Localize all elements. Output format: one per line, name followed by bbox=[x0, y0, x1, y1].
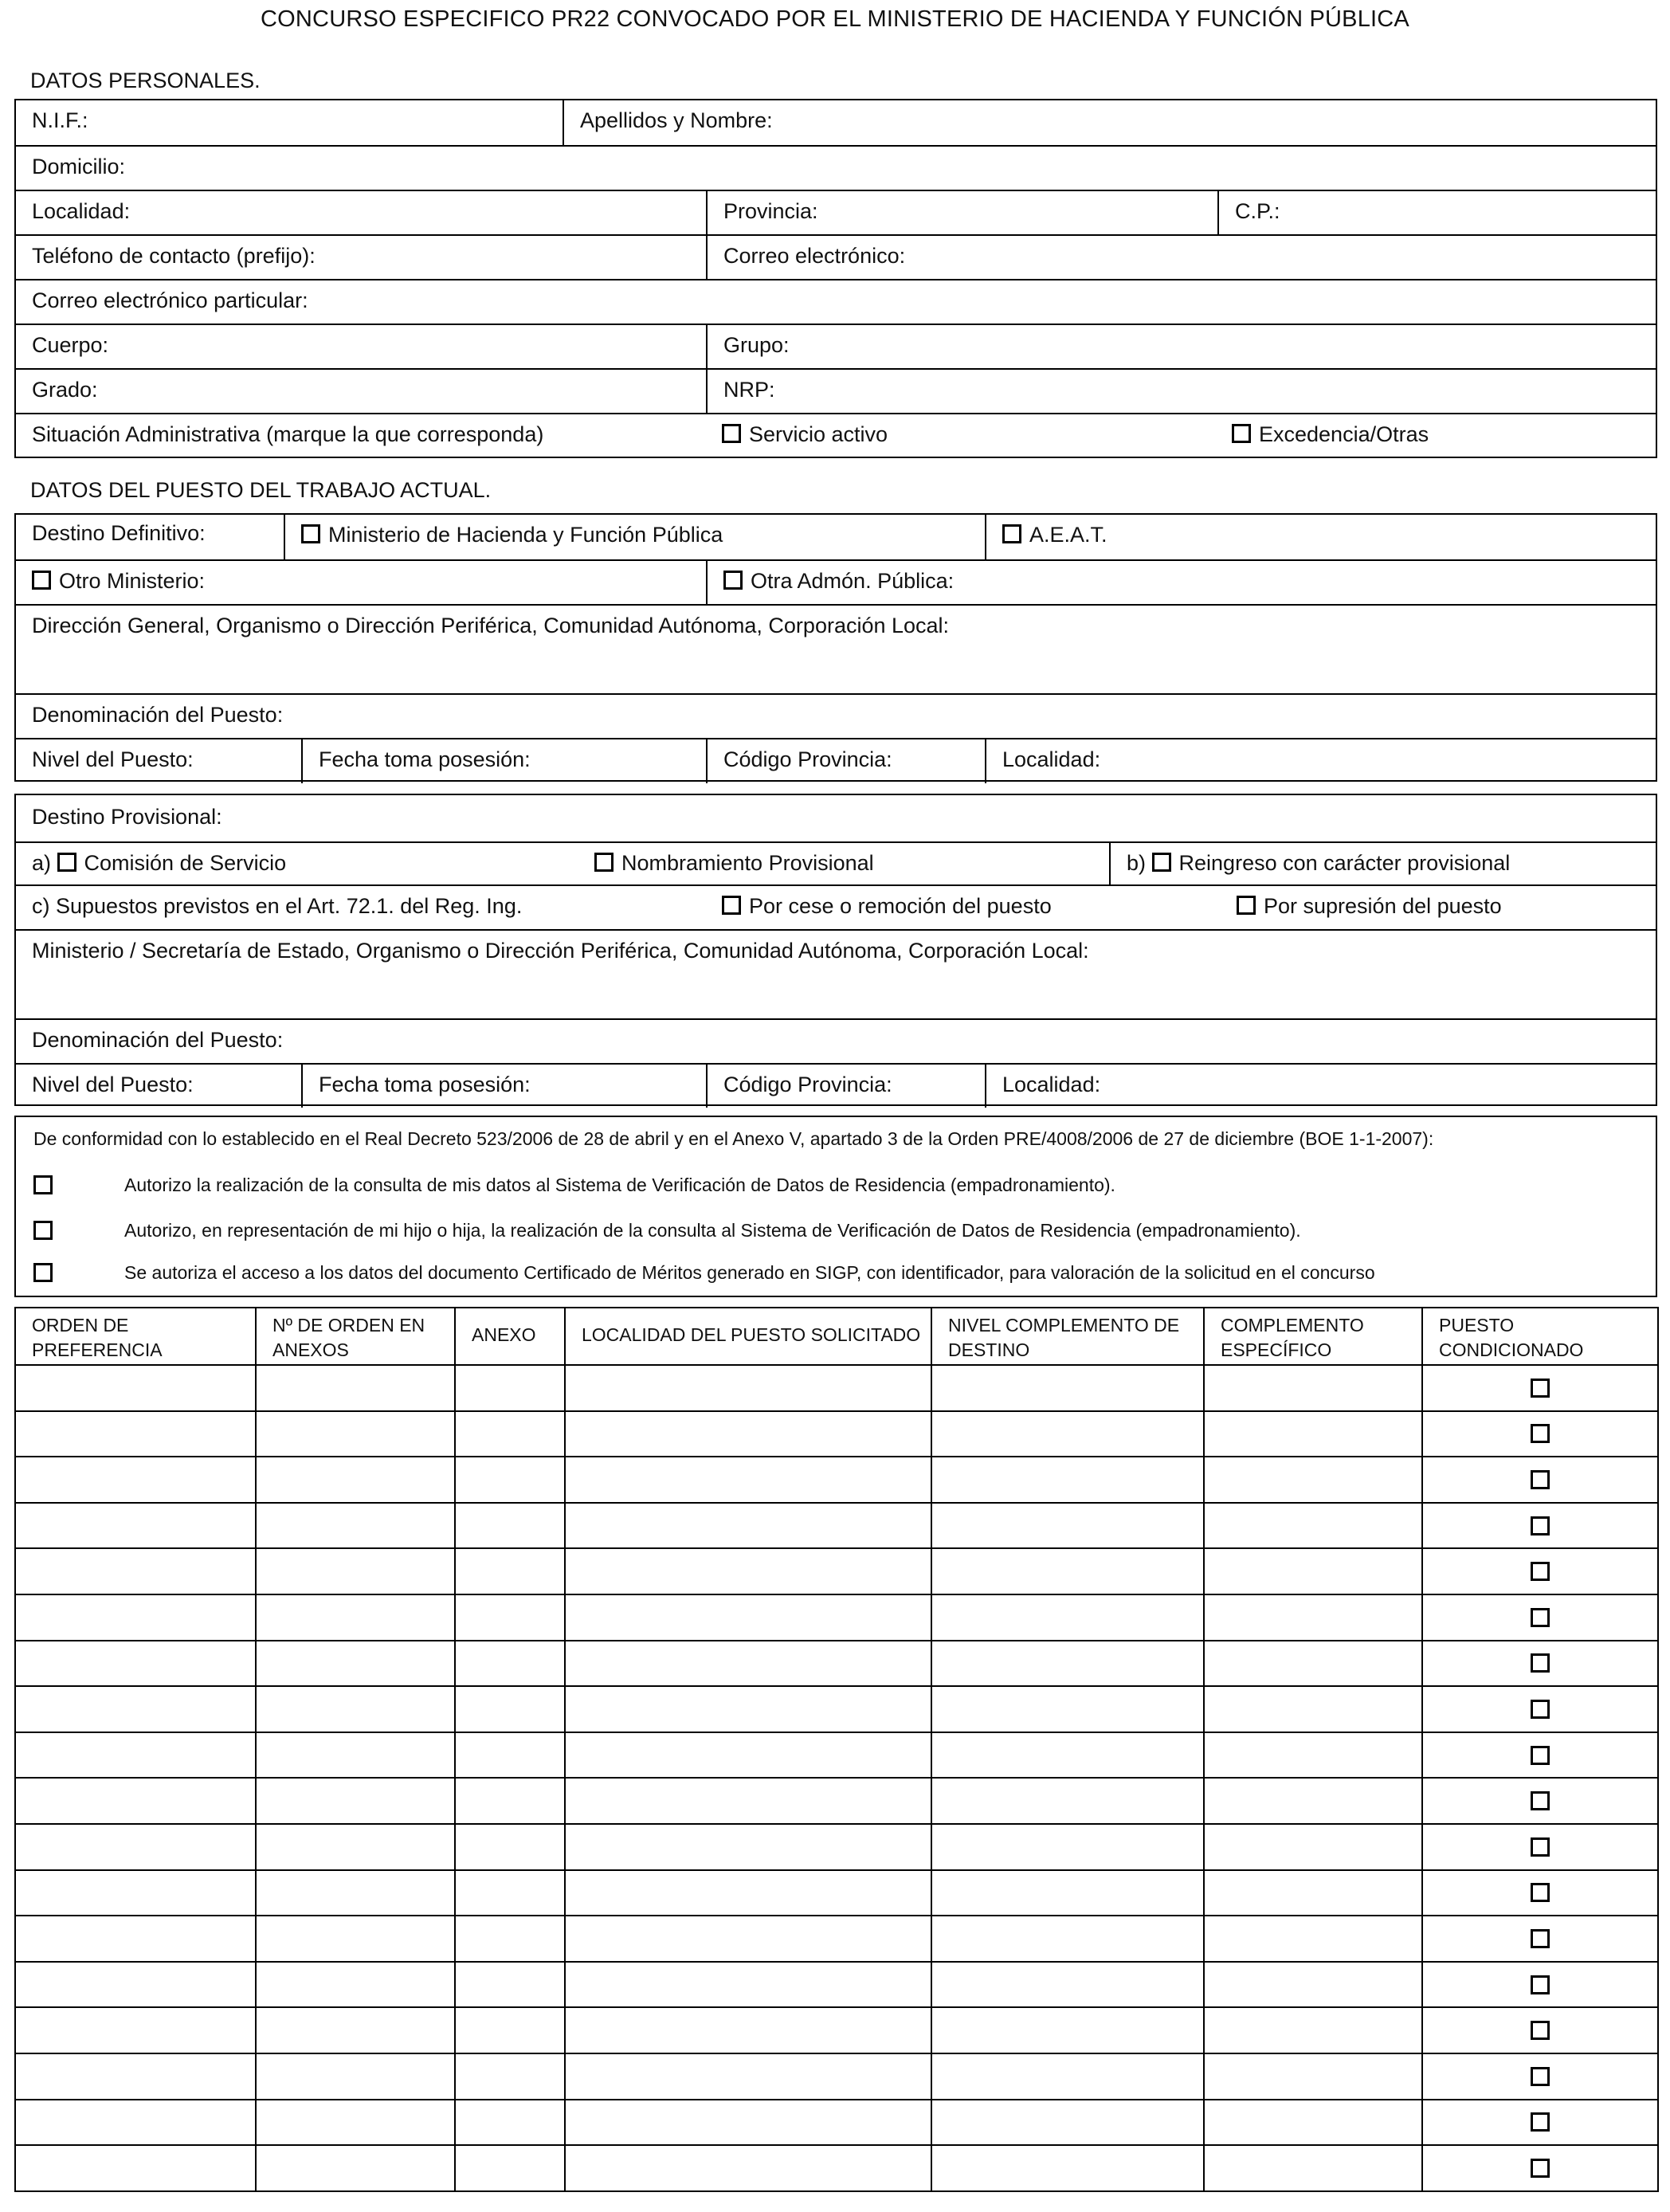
otra-admon-checkbox[interactable] bbox=[723, 571, 743, 590]
orden-cell[interactable] bbox=[15, 1962, 256, 2008]
grado-field[interactable] bbox=[16, 370, 706, 414]
ministerio-hacienda-label: Ministerio de Hacienda y Función Pública bbox=[328, 523, 723, 547]
aeat-option[interactable] bbox=[985, 515, 1656, 559]
localidad-field[interactable] bbox=[16, 191, 706, 236]
condicionado-checkbox[interactable] bbox=[1531, 1470, 1550, 1489]
condicionado-cell bbox=[1422, 1962, 1658, 2008]
n-orden-cell[interactable] bbox=[256, 2007, 455, 2053]
anexo-cell[interactable] bbox=[455, 1916, 565, 1962]
condicionado-checkbox[interactable] bbox=[1531, 2112, 1550, 2132]
n-orden-cell[interactable] bbox=[256, 1824, 455, 1870]
nrp-label: NRP: bbox=[723, 378, 775, 402]
complemento-cell[interactable] bbox=[1204, 1870, 1422, 1916]
denominacion-label: Denominación del Puesto: bbox=[32, 703, 284, 727]
otro-ministerio-checkbox[interactable] bbox=[32, 571, 51, 590]
anexo-cell[interactable] bbox=[455, 1365, 565, 1411]
complemento-cell[interactable] bbox=[1204, 1594, 1422, 1641]
complemento-cell[interactable] bbox=[1204, 2007, 1422, 2053]
table-row bbox=[15, 1778, 1658, 1824]
n-orden-cell[interactable] bbox=[256, 1594, 455, 1641]
header-nivel: NIVEL COMPLEMENTO DE DESTINO bbox=[931, 1308, 1204, 1365]
table-row bbox=[15, 1548, 1658, 1594]
denominacion-field[interactable] bbox=[16, 695, 1656, 739]
n-orden-cell[interactable] bbox=[256, 1870, 455, 1916]
n-orden-cell[interactable] bbox=[256, 1686, 455, 1732]
servicio-activo-label: Servicio activo bbox=[749, 422, 888, 446]
condicionado-cell bbox=[1422, 2007, 1658, 2053]
anexo-cell[interactable] bbox=[455, 1824, 565, 1870]
aeat-label: A.E.A.T. bbox=[1029, 523, 1107, 547]
correo-particular-label: Correo electrónico particular: bbox=[32, 288, 308, 312]
apellidos-label: Apellidos y Nombre: bbox=[580, 108, 773, 132]
condicionado-checkbox[interactable] bbox=[1531, 1975, 1550, 1994]
nif-label: N.I.F.: bbox=[32, 108, 88, 132]
destino-definitivo-label: Destino Definitivo: bbox=[32, 521, 206, 545]
table-row bbox=[15, 1641, 1658, 1687]
provincia-field[interactable] bbox=[706, 191, 1217, 236]
condicionado-cell bbox=[1422, 1365, 1658, 1411]
localidad-cell[interactable] bbox=[565, 1732, 931, 1779]
nivel-cell[interactable] bbox=[931, 1457, 1204, 1503]
por-cese-checkbox[interactable] bbox=[722, 896, 741, 915]
grupo-label: Grupo: bbox=[723, 333, 790, 357]
situacion-label: Situación Administrativa (marque la que corresponda) bbox=[32, 422, 544, 446]
condicionado-checkbox[interactable] bbox=[1531, 1653, 1550, 1673]
nivel-provisional-field[interactable] bbox=[16, 1065, 301, 1108]
condicionado-cell bbox=[1422, 1548, 1658, 1594]
complemento-cell[interactable] bbox=[1204, 1916, 1422, 1962]
servicio-activo-checkbox[interactable] bbox=[722, 424, 741, 443]
destino-provisional-label: Destino Provisional: bbox=[32, 805, 222, 829]
current-job-box bbox=[14, 513, 1657, 782]
condicionado-checkbox[interactable] bbox=[1531, 2021, 1550, 2040]
condicionado-checkbox[interactable] bbox=[1531, 2159, 1550, 2178]
otro-ministerio-label: Otro Ministerio: bbox=[59, 569, 206, 593]
condicionado-cell bbox=[1422, 1824, 1658, 1870]
cuerpo-label: Cuerpo: bbox=[32, 333, 109, 357]
header-condicionado: PUESTO CONDICIONADO bbox=[1422, 1308, 1658, 1365]
apellidos-field[interactable] bbox=[563, 100, 1656, 145]
anexo-cell[interactable] bbox=[455, 2100, 565, 2146]
localidad-cell[interactable] bbox=[565, 1778, 931, 1824]
table-row bbox=[15, 2145, 1658, 2191]
condicionado-checkbox[interactable] bbox=[1531, 1883, 1550, 1902]
localidad-provisional-field[interactable] bbox=[985, 1065, 1656, 1108]
reingreso-checkbox[interactable] bbox=[1152, 853, 1171, 872]
localidad-cell[interactable] bbox=[565, 1503, 931, 1549]
n-orden-cell[interactable] bbox=[256, 2053, 455, 2100]
table-row bbox=[15, 1411, 1658, 1457]
localidad-cell[interactable] bbox=[565, 1457, 931, 1503]
current-job-heading: DATOS DEL PUESTO DEL TRABAJO ACTUAL. bbox=[30, 478, 492, 502]
preferences-header-row bbox=[15, 1308, 1658, 1365]
anexo-cell[interactable] bbox=[455, 1732, 565, 1779]
comision-label: Comisión de Servicio bbox=[84, 851, 287, 875]
table-row bbox=[15, 1962, 1658, 2008]
complemento-cell[interactable] bbox=[1204, 1778, 1422, 1824]
orden-cell[interactable] bbox=[15, 1503, 256, 1549]
grupo-field[interactable] bbox=[706, 325, 1656, 370]
personal-data-box bbox=[14, 99, 1657, 458]
localidad-cell[interactable] bbox=[565, 2053, 931, 2100]
ministerio-secretaria-label: Ministerio / Secretaría de Estado, Organismo o Dirección Periférica, Comunidad Autónoma, Corporación Local: bbox=[32, 939, 1089, 963]
condicionado-cell bbox=[1422, 1411, 1658, 1457]
comision-option[interactable] bbox=[16, 843, 578, 886]
nombramiento-label: Nombramiento Provisional bbox=[621, 851, 874, 875]
cp-field[interactable] bbox=[1217, 191, 1656, 236]
header-anexo: ANEXO bbox=[455, 1308, 565, 1365]
condicionado-checkbox[interactable] bbox=[1531, 1791, 1550, 1810]
complemento-cell[interactable] bbox=[1204, 1411, 1422, 1457]
localidad-cell[interactable] bbox=[565, 2145, 931, 2191]
por-cese-label: Por cese o remoción del puesto bbox=[749, 894, 1052, 918]
excedencia-label: Excedencia/Otras bbox=[1259, 422, 1429, 446]
excedencia-checkbox[interactable] bbox=[1232, 424, 1251, 443]
orden-cell[interactable] bbox=[15, 2145, 256, 2191]
telefono-field[interactable] bbox=[16, 236, 706, 280]
localidad-cell[interactable] bbox=[565, 1962, 931, 2008]
correo-label: Correo electrónico: bbox=[723, 244, 906, 268]
header-orden: ORDEN DE PREFERENCIA bbox=[15, 1308, 256, 1365]
localidad-cell[interactable] bbox=[565, 1641, 931, 1687]
condicionado-checkbox[interactable] bbox=[1531, 1562, 1550, 1581]
nivel-cell[interactable] bbox=[931, 1594, 1204, 1641]
localidad-cell[interactable] bbox=[565, 1824, 931, 1870]
complemento-cell[interactable] bbox=[1204, 1548, 1422, 1594]
nivel-cell[interactable] bbox=[931, 2053, 1204, 2100]
orden-cell[interactable] bbox=[15, 1686, 256, 1732]
nivel-cell[interactable] bbox=[931, 1778, 1204, 1824]
nivel-cell[interactable] bbox=[931, 1548, 1204, 1594]
localidad-cell[interactable] bbox=[565, 2007, 931, 2053]
consent-text-3: Se autoriza el acceso a los datos del documento Certificado de Méritos generado en SIGP, con identificador, para valoración de la solicitud en el concurso bbox=[124, 1262, 1375, 1283]
nivel-cell[interactable] bbox=[931, 2100, 1204, 2146]
anexo-cell[interactable] bbox=[455, 1503, 565, 1549]
table-row bbox=[15, 1870, 1658, 1916]
codigo-provincia-label: Código Provincia: bbox=[723, 747, 892, 771]
orden-cell[interactable] bbox=[15, 1457, 256, 1503]
n-orden-cell[interactable] bbox=[256, 1916, 455, 1962]
orden-cell[interactable] bbox=[15, 2007, 256, 2053]
correo-field[interactable] bbox=[706, 236, 1656, 280]
domicilio-field[interactable] bbox=[16, 147, 1656, 191]
ministerio-secretaria-field[interactable] bbox=[16, 931, 1656, 1020]
complemento-cell[interactable] bbox=[1204, 1732, 1422, 1779]
localidad-actual-field[interactable] bbox=[985, 739, 1656, 783]
table-row bbox=[15, 1824, 1658, 1870]
complemento-cell[interactable] bbox=[1204, 1365, 1422, 1411]
localidad-cell[interactable] bbox=[565, 2100, 931, 2146]
orden-cell[interactable] bbox=[15, 1641, 256, 1687]
localidad-cell[interactable] bbox=[565, 1548, 931, 1594]
b-prefix: b) bbox=[1127, 851, 1147, 875]
complemento-cell[interactable] bbox=[1204, 1503, 1422, 1549]
condicionado-cell bbox=[1422, 2145, 1658, 2191]
orden-cell[interactable] bbox=[15, 1916, 256, 1962]
localidad-cell[interactable] bbox=[565, 1594, 931, 1641]
orden-cell[interactable] bbox=[15, 1824, 256, 1870]
consent-checkbox-2[interactable] bbox=[33, 1221, 53, 1240]
localidad-actual-label: Localidad: bbox=[1002, 747, 1101, 771]
anexo-cell[interactable] bbox=[455, 2145, 565, 2191]
orden-cell[interactable] bbox=[15, 1411, 256, 1457]
condicionado-cell bbox=[1422, 1641, 1658, 1687]
reingreso-option[interactable] bbox=[1109, 843, 1656, 886]
n-orden-cell[interactable] bbox=[256, 1503, 455, 1549]
provincia-label: Provincia: bbox=[723, 199, 818, 223]
otra-admon-option[interactable] bbox=[706, 561, 1656, 606]
por-cese-option[interactable] bbox=[706, 886, 1221, 931]
orden-cell[interactable] bbox=[15, 1548, 256, 1594]
direccion-general-field[interactable] bbox=[16, 606, 1656, 695]
condicionado-checkbox[interactable] bbox=[1531, 2067, 1550, 2086]
complemento-cell[interactable] bbox=[1204, 1824, 1422, 1870]
domicilio-label: Domicilio: bbox=[32, 155, 126, 178]
anexo-cell[interactable] bbox=[455, 1778, 565, 1824]
nivel-cell[interactable] bbox=[931, 2145, 1204, 2191]
reingreso-label: Reingreso con carácter provisional bbox=[1178, 851, 1511, 875]
table-row bbox=[15, 1503, 1658, 1549]
form-title: CONCURSO ESPECIFICO PR22 CONVOCADO POR EL MINISTERIO DE HACIENDA Y FUNCIÓN PÚBLICA bbox=[261, 6, 1409, 32]
nombramiento-option[interactable] bbox=[578, 843, 1123, 886]
orden-cell[interactable] bbox=[15, 1870, 256, 1916]
anexo-cell[interactable] bbox=[455, 2007, 565, 2053]
condicionado-cell bbox=[1422, 1457, 1658, 1503]
anexo-cell[interactable] bbox=[455, 1962, 565, 2008]
n-orden-cell[interactable] bbox=[256, 1778, 455, 1824]
fecha-provisional-label: Fecha toma posesión: bbox=[319, 1073, 531, 1096]
nivel-cell[interactable] bbox=[931, 1686, 1204, 1732]
anexo-cell[interactable] bbox=[455, 1548, 565, 1594]
fecha-field[interactable] bbox=[301, 739, 706, 783]
nivel-cell[interactable] bbox=[931, 1916, 1204, 1962]
nivel-cell[interactable] bbox=[931, 2007, 1204, 2053]
anexo-cell[interactable] bbox=[455, 1686, 565, 1732]
condicionado-cell bbox=[1422, 1732, 1658, 1779]
anexo-cell[interactable] bbox=[455, 1641, 565, 1687]
anexo-cell[interactable] bbox=[455, 1411, 565, 1457]
nivel-cell[interactable] bbox=[931, 1411, 1204, 1457]
localidad-label: Localidad: bbox=[32, 199, 131, 223]
nif-field[interactable] bbox=[16, 100, 563, 145]
consent-text-1: Autorizo la realización de la consulta de mis datos al Sistema de Verificación de Datos de Residencia (empadronamiento). bbox=[124, 1175, 1115, 1195]
anexo-cell[interactable] bbox=[455, 1594, 565, 1641]
condicionado-checkbox[interactable] bbox=[1531, 1516, 1550, 1535]
otra-admon-label: Otra Admón. Pública: bbox=[751, 569, 955, 593]
provisional-box bbox=[14, 794, 1657, 1106]
table-row bbox=[15, 1916, 1658, 1962]
condicionado-cell bbox=[1422, 1870, 1658, 1916]
condicionado-cell bbox=[1422, 1503, 1658, 1549]
condicionado-checkbox[interactable] bbox=[1531, 1700, 1550, 1719]
complemento-cell[interactable] bbox=[1204, 1641, 1422, 1687]
ministerio-hacienda-option[interactable] bbox=[284, 515, 985, 559]
consent-box bbox=[14, 1116, 1657, 1297]
nivel-cell[interactable] bbox=[931, 1824, 1204, 1870]
grado-label: Grado: bbox=[32, 378, 98, 402]
condicionado-checkbox[interactable] bbox=[1531, 1746, 1550, 1765]
telefono-label: Teléfono de contacto (prefijo): bbox=[32, 244, 316, 268]
n-orden-cell[interactable] bbox=[256, 2145, 455, 2191]
n-orden-cell[interactable] bbox=[256, 1457, 455, 1503]
n-orden-cell[interactable] bbox=[256, 2100, 455, 2146]
nivel-label: Nivel del Puesto: bbox=[32, 747, 194, 771]
condicionado-cell bbox=[1422, 2053, 1658, 2100]
condicionado-checkbox[interactable] bbox=[1531, 1608, 1550, 1627]
n-orden-cell[interactable] bbox=[256, 1548, 455, 1594]
nivel-cell[interactable] bbox=[931, 1365, 1204, 1411]
n-orden-cell[interactable] bbox=[256, 1411, 455, 1457]
otro-ministerio-option[interactable] bbox=[16, 561, 706, 606]
consent-checkbox-1[interactable] bbox=[33, 1175, 53, 1194]
consent-intro: De conformidad con lo establecido en el Real Decreto 523/2006 de 28 de abril y en el Anexo V, apartado 3 de la Orden PRE/4008/2006 de 27 de diciembre (BOE 1-1-2007): bbox=[33, 1128, 1434, 1149]
nivel-cell[interactable] bbox=[931, 1732, 1204, 1779]
denominacion-provisional-field[interactable] bbox=[16, 1020, 1656, 1065]
codigo-provincia-provisional-label: Código Provincia: bbox=[723, 1073, 892, 1096]
ministerio-hacienda-checkbox[interactable] bbox=[301, 524, 320, 543]
table-row bbox=[15, 2100, 1658, 2146]
fecha-label: Fecha toma posesión: bbox=[319, 747, 531, 771]
orden-cell[interactable] bbox=[15, 1365, 256, 1411]
table-row bbox=[15, 2053, 1658, 2100]
codigo-provincia-provisional-field[interactable] bbox=[706, 1065, 985, 1108]
n-orden-cell[interactable] bbox=[256, 1365, 455, 1411]
supuestos-label: c) Supuestos previstos en el Art. 72.1. del Reg. Ing. bbox=[32, 894, 523, 918]
table-row bbox=[15, 1594, 1658, 1641]
denominacion-provisional-label: Denominación del Puesto: bbox=[32, 1028, 284, 1052]
a-prefix: a) bbox=[32, 851, 52, 875]
header-complemento: COMPLEMENTO ESPECÍFICO bbox=[1204, 1308, 1422, 1365]
cp-label: C.P.: bbox=[1235, 199, 1280, 223]
table-row bbox=[15, 1732, 1658, 1779]
n-orden-cell[interactable] bbox=[256, 1641, 455, 1687]
header-localidad: LOCALIDAD DEL PUESTO SOLICITADO bbox=[565, 1308, 931, 1365]
direccion-general-label: Dirección General, Organismo o Dirección Periférica, Comunidad Autónoma, Corporación Local: bbox=[32, 614, 950, 637]
nivel-cell[interactable] bbox=[931, 1962, 1204, 2008]
localidad-cell[interactable] bbox=[565, 1916, 931, 1962]
orden-cell[interactable] bbox=[15, 2100, 256, 2146]
localidad-cell[interactable] bbox=[565, 1411, 931, 1457]
codigo-provincia-field[interactable] bbox=[706, 739, 985, 783]
localidad-cell[interactable] bbox=[565, 1365, 931, 1411]
correo-particular-field[interactable] bbox=[16, 280, 1656, 325]
condicionado-checkbox[interactable] bbox=[1531, 1379, 1550, 1398]
condicionado-cell bbox=[1422, 1686, 1658, 1732]
nombramiento-checkbox[interactable] bbox=[594, 853, 614, 872]
orden-cell[interactable] bbox=[15, 1732, 256, 1779]
n-orden-cell[interactable] bbox=[256, 1962, 455, 2008]
nivel-field[interactable] bbox=[16, 739, 301, 783]
complemento-cell[interactable] bbox=[1204, 2053, 1422, 2100]
anexo-cell[interactable] bbox=[455, 1457, 565, 1503]
nivel-cell[interactable] bbox=[931, 1870, 1204, 1916]
localidad-cell[interactable] bbox=[565, 1870, 931, 1916]
preferences-table bbox=[14, 1307, 1659, 2192]
nivel-cell[interactable] bbox=[931, 1641, 1204, 1687]
condicionado-cell bbox=[1422, 1778, 1658, 1824]
complemento-cell[interactable] bbox=[1204, 2100, 1422, 2146]
n-orden-cell[interactable] bbox=[256, 1732, 455, 1779]
nivel-provisional-label: Nivel del Puesto: bbox=[32, 1073, 194, 1096]
condicionado-cell bbox=[1422, 1594, 1658, 1641]
anexo-cell[interactable] bbox=[455, 2053, 565, 2100]
personal-data-heading: DATOS PERSONALES. bbox=[30, 69, 261, 92]
por-supresion-label: Por supresión del puesto bbox=[1264, 894, 1502, 918]
orden-cell[interactable] bbox=[15, 1594, 256, 1641]
nivel-cell[interactable] bbox=[931, 1503, 1204, 1549]
localidad-cell[interactable] bbox=[565, 1686, 931, 1732]
complemento-cell[interactable] bbox=[1204, 1457, 1422, 1503]
table-row bbox=[15, 1365, 1658, 1411]
orden-cell[interactable] bbox=[15, 2053, 256, 2100]
anexo-cell[interactable] bbox=[455, 1870, 565, 1916]
table-row bbox=[15, 1457, 1658, 1503]
comision-checkbox[interactable] bbox=[57, 853, 76, 872]
localidad-provisional-label: Localidad: bbox=[1002, 1073, 1101, 1096]
consent-checkbox-3[interactable] bbox=[33, 1263, 53, 1282]
servicio-activo-option[interactable] bbox=[706, 414, 1216, 460]
orden-cell[interactable] bbox=[15, 1778, 256, 1824]
condicionado-cell bbox=[1422, 1916, 1658, 1962]
complemento-cell[interactable] bbox=[1204, 1962, 1422, 2008]
por-supresion-option[interactable] bbox=[1221, 886, 1656, 931]
condicionado-checkbox[interactable] bbox=[1531, 1837, 1550, 1857]
complemento-cell[interactable] bbox=[1204, 2145, 1422, 2191]
condicionado-cell bbox=[1422, 2100, 1658, 2146]
fecha-provisional-field[interactable] bbox=[301, 1065, 706, 1108]
consent-text-2: Autorizo, en representación de mi hijo o hija, la realización de la consulta al Sistema de Verificación de Datos de Residencia (empadronamiento). bbox=[124, 1220, 1301, 1241]
por-supresion-checkbox[interactable] bbox=[1237, 896, 1256, 915]
header-n-orden: Nº DE ORDEN EN ANEXOS bbox=[256, 1308, 455, 1365]
complemento-cell[interactable] bbox=[1204, 1686, 1422, 1732]
condicionado-checkbox[interactable] bbox=[1531, 1929, 1550, 1948]
condicionado-checkbox[interactable] bbox=[1531, 1424, 1550, 1443]
cuerpo-field[interactable] bbox=[16, 325, 706, 370]
table-row bbox=[15, 1686, 1658, 1732]
excedencia-option[interactable] bbox=[1216, 414, 1656, 460]
nrp-field[interactable] bbox=[706, 370, 1656, 414]
table-row bbox=[15, 2007, 1658, 2053]
aeat-checkbox[interactable] bbox=[1002, 524, 1021, 543]
